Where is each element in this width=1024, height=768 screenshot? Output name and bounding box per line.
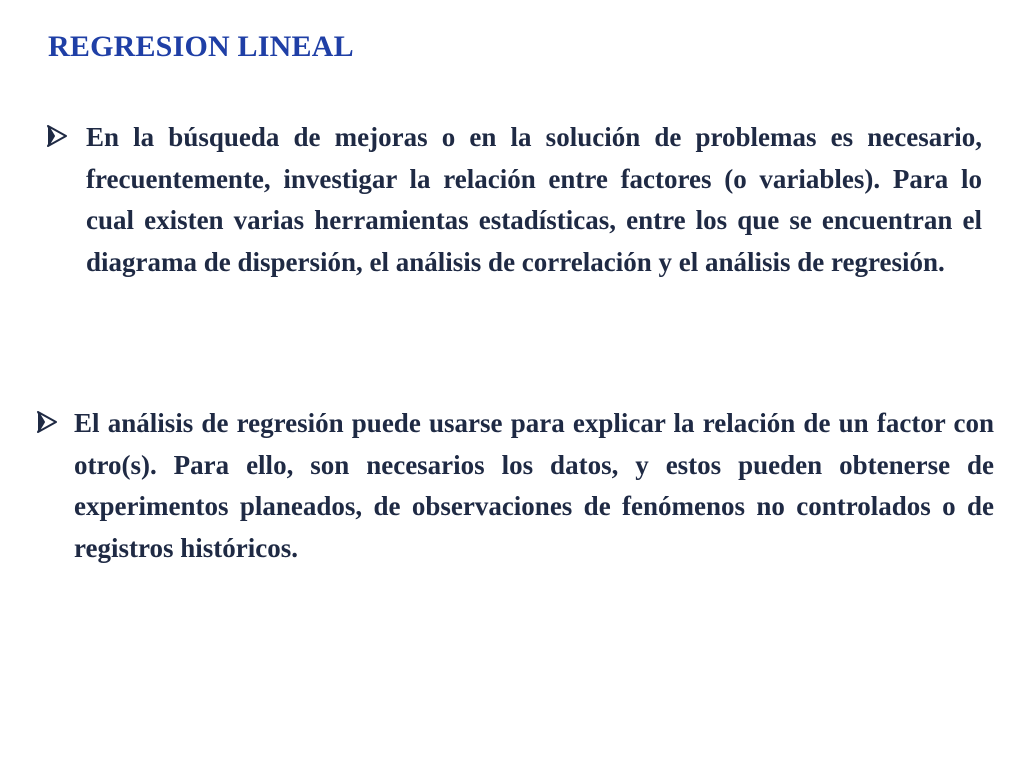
arrow-bullet-icon <box>36 409 74 435</box>
arrow-bullet-icon <box>46 123 86 149</box>
bullet-item <box>36 403 994 569</box>
bullet-item <box>46 117 982 283</box>
slide-title: REGRESION LINEAL <box>48 30 354 63</box>
bullet-text: En la búsqueda de mejoras o en la solución de problemas es necesario, frecuentemente, investigar la relación entre factores (o variables). Para lo cual existen varias herramientas estadísticas, entre los que se encuentran el diagrama de dispersión, el análisis de correlación y el análisis de regresión. <box>86 122 982 277</box>
bullet-text: El análisis de regresión puede usarse para explicar la relación de un factor con otro(s). Para ello, son necesarios los datos, y estos pueden obtenerse de experimentos planeados, de observaciones de fenómenos no controlados o de registros históricos. <box>74 408 994 563</box>
